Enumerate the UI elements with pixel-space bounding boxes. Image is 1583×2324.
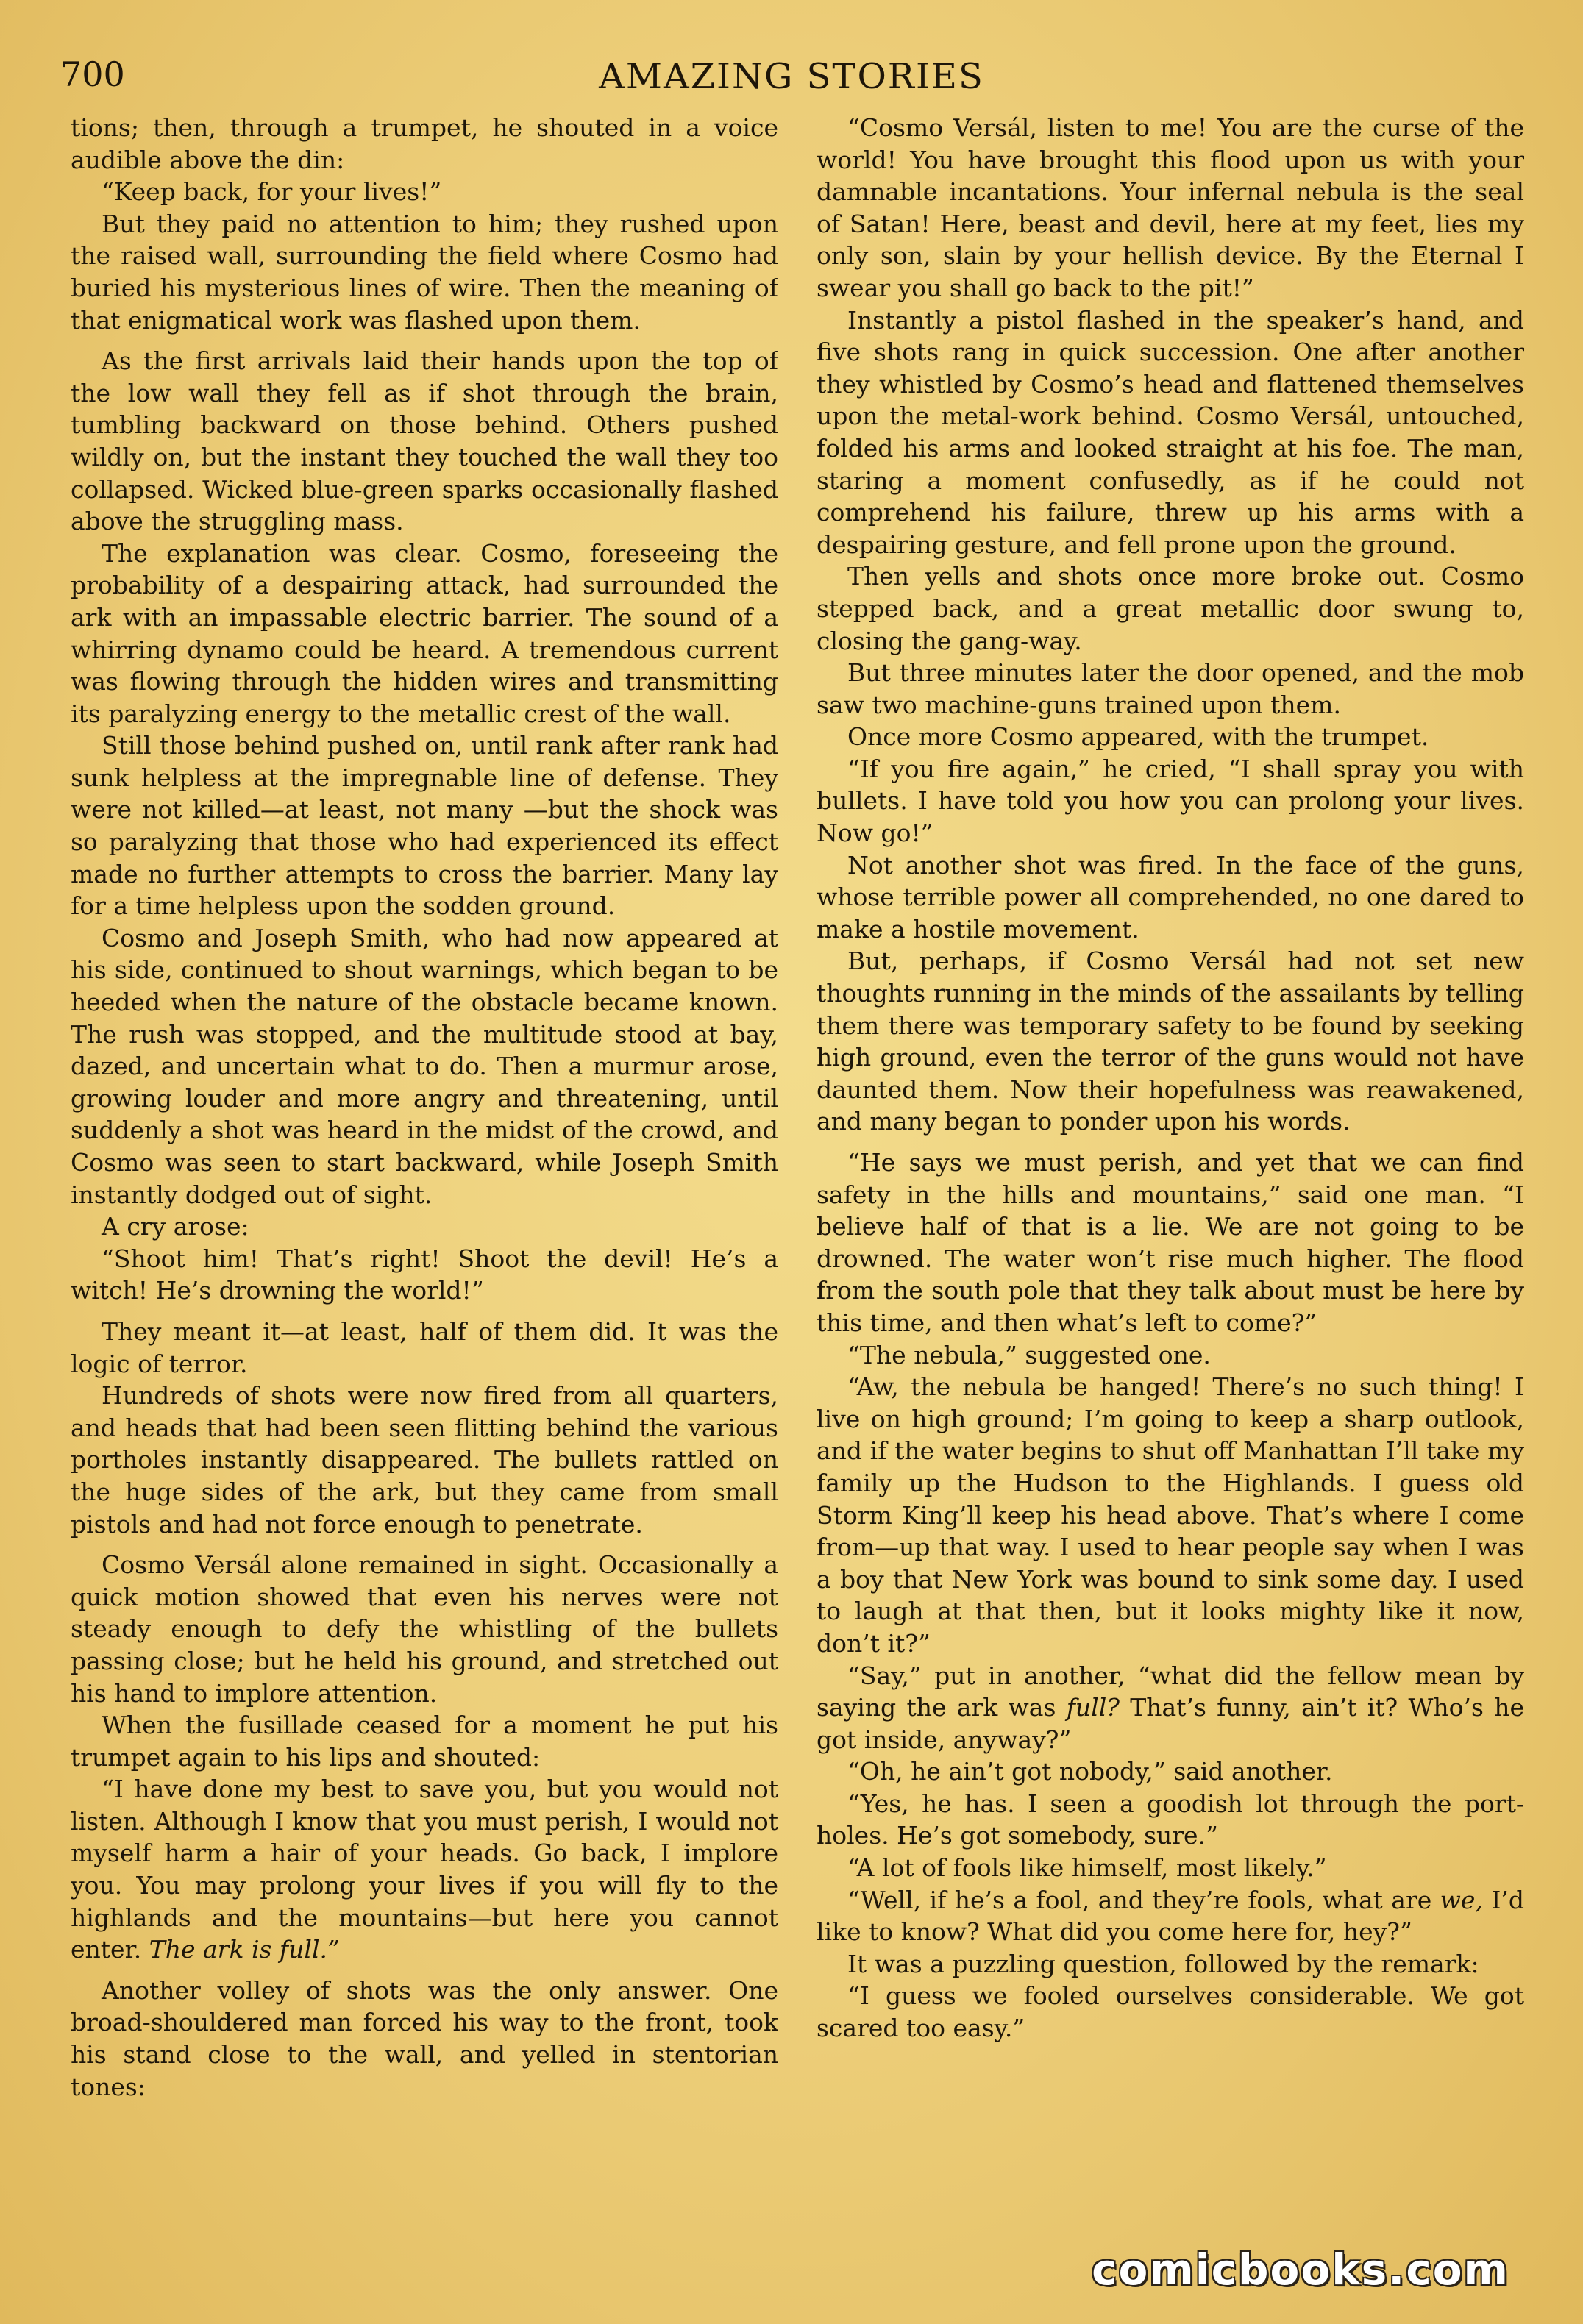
paragraph: “Cosmo Versál, listen to me! You are the curse of the world! You have brought this flood upon us with your damnable incantations. Your infernal nebula is the seal of Satan! Here, beast and devil, here at my feet, lies my only son, slain by your hellish device. By the Eternal I swear you shall go back to the pit!” xyxy=(817,113,1524,302)
paragraph: “A lot of fools like himself, most likely.” xyxy=(847,1853,1327,1883)
text-run: “Say,” put in another, “what did the fellow mean by saying the ark was xyxy=(817,1661,1524,1722)
paragraph: Then yells and shots once more broke out. Cosmo stepped back, and a great metallic door swung to, closing the gang-way. xyxy=(817,562,1524,655)
paragraph: Cosmo and Joseph Smith, who had now appeared at his side, continued to shout warnings, which began to be heeded when the nature of the obstacle became known. The rush was stopped, and the multitude stood at bay, dazed, and uncertain what to do. Then a murmur arose, growing louder and more angry and threatening, until suddenly a shot was heard in the midst of the crowd, and Cosmo was seen to start backward, while Joseph Smith instantly dodged out of sight. xyxy=(71,923,778,1209)
page-number: 700 xyxy=(60,54,125,94)
paragraph: “Keep back, for your lives!” xyxy=(102,177,442,207)
left-column xyxy=(71,112,778,2267)
paragraph: “Yes, he has. I seen a goodish lot through the port-holes. He’s got somebody, sure.” xyxy=(817,1789,1524,1850)
paragraph: But they paid no attention to him; they rushed upon the raised wall, surrounding the field where Cosmo had buried his mysterious lines of wire. Then the meaning of that enigmatical work was flashed upon them. xyxy=(71,209,778,335)
italic-phrase: The ark is full.” xyxy=(149,1935,340,1964)
paragraph: But, perhaps, if Cosmo Versál had not set new thoughts running in the minds of the assailants by telling them there was temporary safety to be found by seeking high ground, even the terror of the guns would not have daunted them. Now their hopefulness was reawakened, and many began to ponder upon his words. xyxy=(817,947,1524,1136)
paragraph: “Aw, the nebula be hanged! There’s no such thing! I live on high ground; I’m going to keep a sharp outlook, and if the water begins to shut off Manhattan I’ll take my family up the Hudson to the Highlands. I guess old Storm King’ll keep his head above. That’s where I come from—up that way. I used to hear people say when I was a boy that New York was bound to sink some day. I used to laugh at that then, but it looks mighty like it now, don’t it?” xyxy=(817,1372,1524,1658)
paragraph: Once more Cosmo appeared, with the trumpet. xyxy=(847,722,1429,752)
paragraph: “If you fire again,” he cried, “I shall spray you with bullets. I have told you how you can prolong your lives. Now go!” xyxy=(817,754,1524,848)
paragraph: The explanation was clear. Cosmo, foreseeing the probability of a despairing attack, had surrounded the ark with an impassable electric barrier. The sound of a whirring dynamo could be heard. A tremendous current was flowing through the hidden wires and transmitting its paralyzing energy to the metallic crest of the wall. xyxy=(71,538,778,728)
paragraph: A cry arose: xyxy=(102,1212,249,1241)
quoted-speech: “I have done my best to save you, but you would not listen. Although I know that you must perish, I would not myself harm a hair of your heads. Go back, I implore you. You may prolong your lives if you will fly to the highlands and the mountains—but here you cannot enter. xyxy=(71,1775,778,1964)
paragraph: But three minutes later the door opened, and the mob saw two machine-guns trained upon them. xyxy=(817,658,1524,719)
right-column xyxy=(817,112,1524,2267)
paragraph: As the first arrivals laid their hands upon the top of the low wall they fell as if shot through the brain, tumbling backward on those behind. Others pushed wildly on, but the instant they touched the wall they too collapsed. Wicked blue-green sparks occasionally flashed above the struggling mass. xyxy=(71,346,778,536)
paragraph: Hundreds of shots were now fired from all quarters, and heads that had been seen flitting behind the various portholes instantly disappeared. The bullets rattled on the huge sides of the ark, but they came from small pistols and had not force enough to penetrate. xyxy=(71,1381,778,1539)
paragraph xyxy=(817,1884,1524,1948)
paragraph: Another volley of shots was the only answer. One broad-shouldered man forced his way to the front, took his stand close to the wall, and yelled in stentorian tones: xyxy=(71,1975,778,2101)
paragraph xyxy=(817,1660,1524,1756)
paragraph: tions; then, through a trumpet, he shouted in a voice audible above the din: xyxy=(71,113,778,174)
paragraph: “I guess we fooled ourselves considerable. We got scared too easy.” xyxy=(817,1981,1524,2043)
paragraph xyxy=(71,1773,778,1966)
italic-word: full? xyxy=(1066,1693,1120,1722)
paragraph: Instantly a pistol flashed in the speaker’s hand, and five shots rang in quick succession. One after another they whistled by Cosmo’s head and flattened themselves upon the metal-work behind. Cosmo Versál, untouched, folded his arms and looked straight at his foe. The man, staring a moment confusedly, as if he could not comprehend his failure, threw up his arms with a despairing gesture, and fell prone upon the ground. xyxy=(817,305,1524,559)
site-watermark: comicbooks.com xyxy=(1092,2245,1509,2295)
paragraph: “The nebula,” suggested one. xyxy=(847,1340,1211,1369)
text-run: I’d like to know? What did you come here for, hey?” xyxy=(817,1885,1524,1947)
paragraph: “Shoot him! That’s right! Shoot the devil! He’s a witch! He’s drowning the world!” xyxy=(71,1244,778,1305)
paragraph: “He says we must perish, and yet that we can find safety in the hills and mountains,” said one man. “I believe half of that is a lie. We are not going to be drowned. The water won’t rise much higher. The flood from the south pole that they talk about must be here by this time, and then what’s left to come?” xyxy=(817,1148,1524,1337)
running-head: AMAZING STORIES xyxy=(599,56,984,97)
text-run: “Well, if he’s a fool, and they’re fools, what are xyxy=(847,1885,1432,1914)
text-run: That’s funny, ain’t it? Who’s he got inside, anyway?” xyxy=(817,1693,1524,1754)
paragraph: Still those behind pushed on, until rank after rank had sunk helpless at the impregnable line of defense. They were not killed—at least, not many —but the shock was so paralyzing that those who had experienced its effect made no further attempts to cross the barrier. Many lay for a time helpless upon the sodden ground. xyxy=(71,731,778,921)
paragraph: Not another shot was fired. In the face of the guns, whose terrible power all comprehended, no one dared to make a hostile movement. xyxy=(817,850,1524,944)
italic-word: we, xyxy=(1440,1885,1483,1914)
paragraph: Cosmo Versál alone remained in sight. Occasionally a quick motion showed that even his nerves were not steady enough to defy the whistling of the bullets passing close; but he held his ground, and stretched out his hand to implore attention. xyxy=(71,1550,778,1708)
paragraph: They meant it—at least, half of them did. It was the logic of terror. xyxy=(71,1316,778,1378)
paragraph: It was a puzzling question, followed by the remark: xyxy=(847,1949,1479,1978)
paragraph: “Oh, he ain’t got nobody,” said another. xyxy=(847,1757,1333,1786)
paragraph: When the fusillade ceased for a moment he put his trumpet again to his lips and shouted: xyxy=(71,1711,778,1772)
